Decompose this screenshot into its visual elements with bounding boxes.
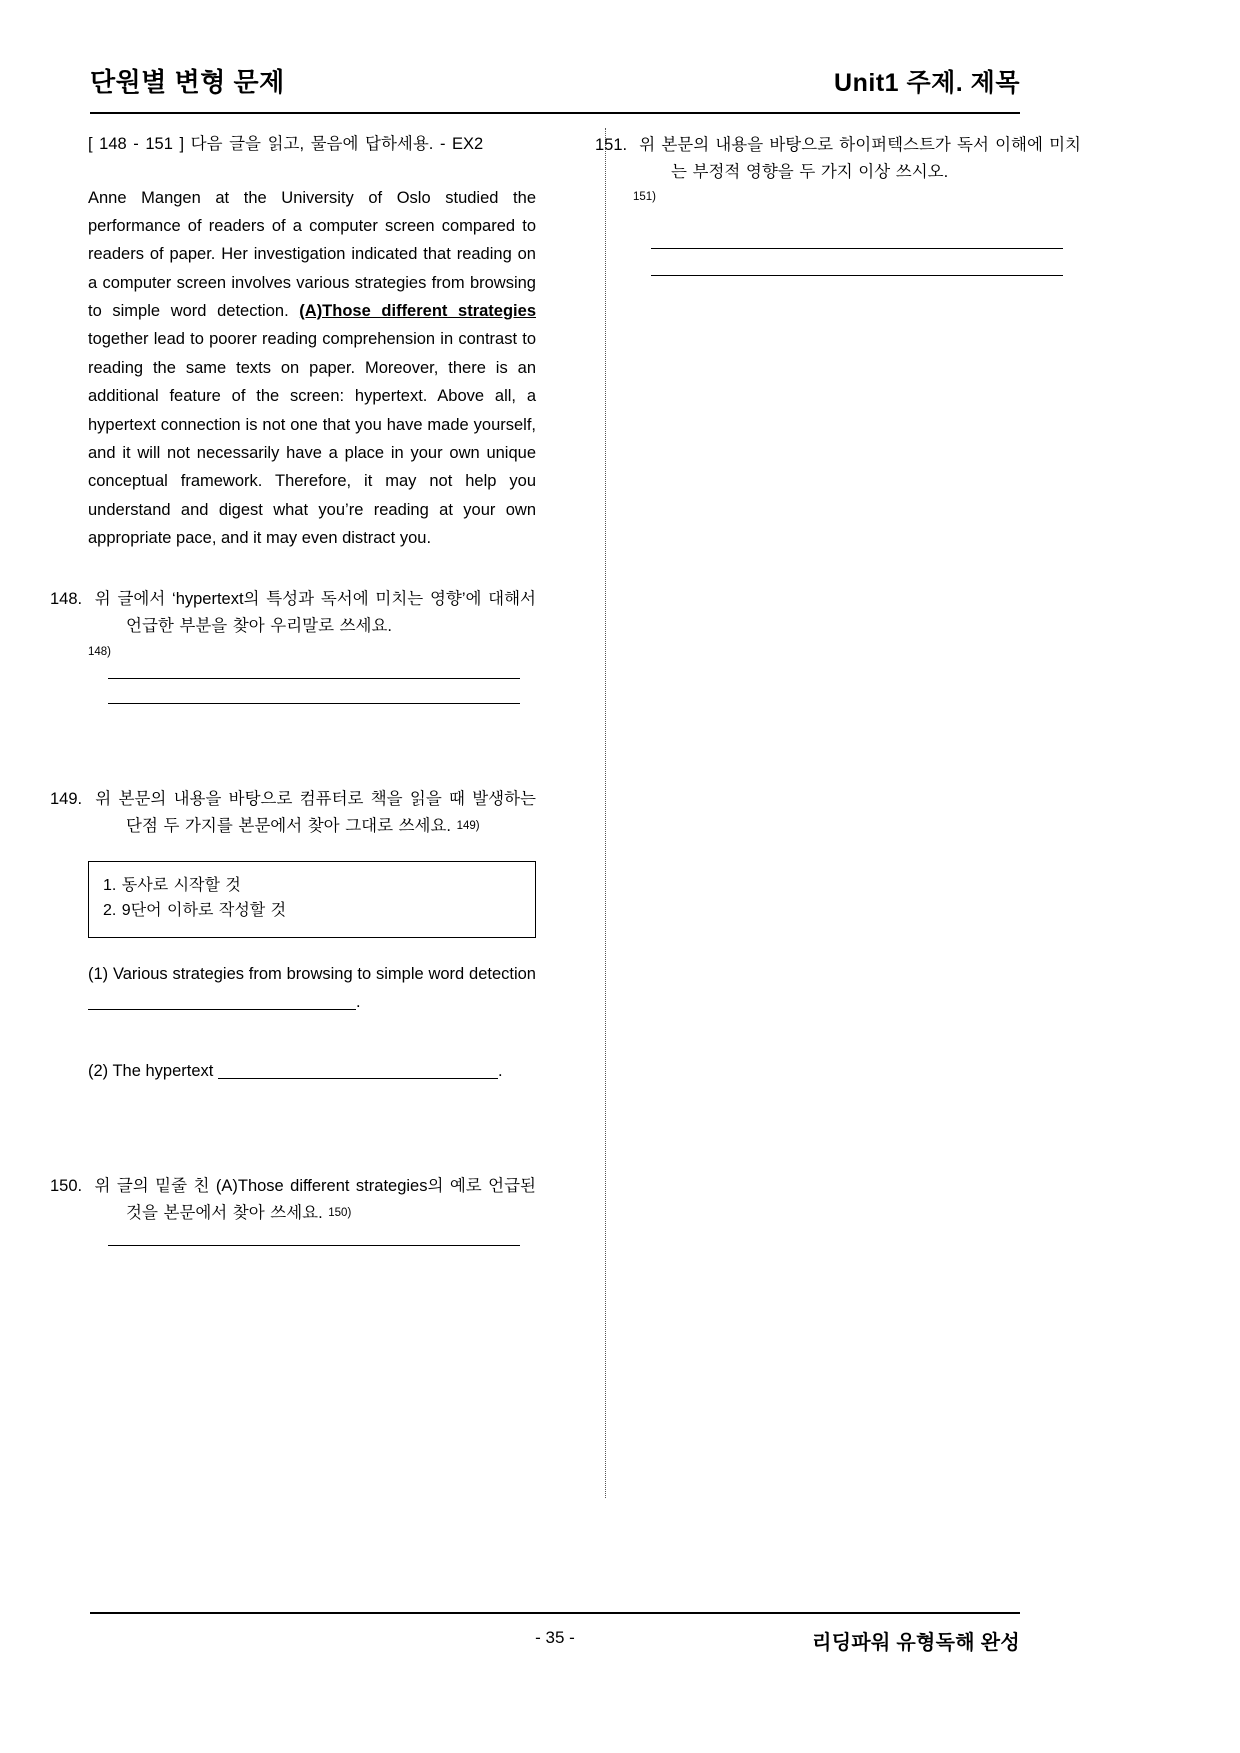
question-151-prompt: 위 본문의 내용을 바탕으로 하이퍼텍스트가 독서 이해에 미치는 부정적 영향을 두 가지 이상 쓰시오. [639,136,1081,181]
question-150-ref: 150) [328,1206,352,1219]
answer-2-label: (2) The hypertext [88,1061,214,1080]
header-right-title: Unit1 주제. 제목 [834,69,1020,97]
answer-2-blank[interactable] [218,1062,498,1079]
header-left-title: 단원별 변형 문제 [90,67,285,97]
question-148-answer-area[interactable] [88,678,536,704]
question-149-text: 149. 위 본문의 내용을 바탕으로 컴퓨터로 책을 읽을 때 발생하는 단점 두 가지를 본문에서 찾아 그대로 쓰세요. 149) [50,789,536,835]
answer-line[interactable] [651,275,1063,276]
question-151-ref: 151) [633,191,657,204]
question-149-ref: 149) [456,819,480,832]
question-150-text: 150. 위 글의 밑줄 친 (A)Those different strategies의 예로 언급된 것을 본문에서 찾아 쓰세요. 150) [50,1177,536,1222]
footer-brand: 리딩파워 유형독해 완성 [812,1632,1020,1654]
spacer [88,728,536,786]
passage-part-two: together lead to poorer reading comprehension in contrast to reading the same texts on paper. Moreover, there is an additional feature of the screen: hypertext. Above all, a hypertext connection is not one that you have made yourself, and it will not necessarily have a place in your own unique conceptual framework. Therefore, it may not help you understand and digest what you’re reading at your own appropriate pace, and it may even distract you. [88,330,536,548]
left-column [50,132,536,1270]
header-divider-rule [90,112,1020,114]
question-149-answer-1[interactable] [88,960,536,1017]
page-header [90,62,1020,99]
question-149 [50,786,536,1085]
question-148-ref: 148) [88,645,112,658]
question-151-text: 151. 위 본문의 내용을 바탕으로 하이퍼텍스트가 독서 이해에 미치는 부정적 영향을 두 가지 이상 쓰시오. [595,136,1081,181]
question-151-answer-area[interactable] [633,248,1081,276]
answer-1-period: . [356,993,361,1012]
question-149-prompt: 위 본문의 내용을 바탕으로 컴퓨터로 책을 읽을 때 발생하는 단점 두 가지를 본문에서 찾아 그대로 쓰세요. [95,789,536,835]
question-150-answer-area[interactable] [88,1245,536,1246]
answer-line[interactable] [108,703,520,704]
question-149-conditions-box [88,861,536,938]
page-number: - 35 - [535,1628,575,1647]
question-150-prompt: 위 글의 밑줄 친 (A)Those different strategies의 예로 언급된 것을 본문에서 찾아 쓰세요. [94,1177,536,1222]
question-149-answer-2[interactable] [88,1057,536,1085]
condition-item: 1. 동사로 시작할 것 [103,877,241,895]
question-148-prompt: 위 글에서 ‘hypertext의 특성과 독서에 미치는 영향’에 대해서 언급한 부분을 찾아 우리말로 쓰세요. [94,590,536,636]
question-148 [50,586,536,704]
answer-line[interactable] [651,248,1063,249]
passage-highlighted-phrase: (A)Those different strategies [299,302,536,321]
question-148-text: 148. 위 글에서 ‘hypertext의 특성과 독서에 미치는 영향’에 대해서 언급한 부분을 찾아 우리말로 쓰세요. [50,590,536,636]
right-column [595,132,1081,302]
footer-divider-rule [90,1612,1020,1614]
answer-2-period: . [497,1061,503,1080]
answer-line[interactable] [108,1245,520,1246]
condition-item: 2. 9단어 이하로 작성할 것 [103,902,287,920]
column-divider [605,128,606,1498]
spacer [88,1095,536,1173]
answer-1-label: (1) Various strategies from browsing to simple word detection [88,965,536,983]
page-footer [90,1628,1020,1668]
answer-1-blank[interactable] [88,993,356,1010]
question-150 [50,1173,536,1245]
answer-line[interactable] [108,678,520,679]
spacer [88,1027,536,1057]
passage-part-one: Anne Mangen at the University of Oslo studied the performance of readers of a computer screen compared to readers of paper. Her investigation indicated that reading on a computer screen involves various strategies from browsing to simple word detection. [88,188,536,321]
reading-passage [88,184,536,553]
question-151 [595,132,1081,276]
question-range-directive: [ 148 - 151 ] 다음 글을 읽고, 물음에 답하세용. - EX2 [88,135,484,153]
